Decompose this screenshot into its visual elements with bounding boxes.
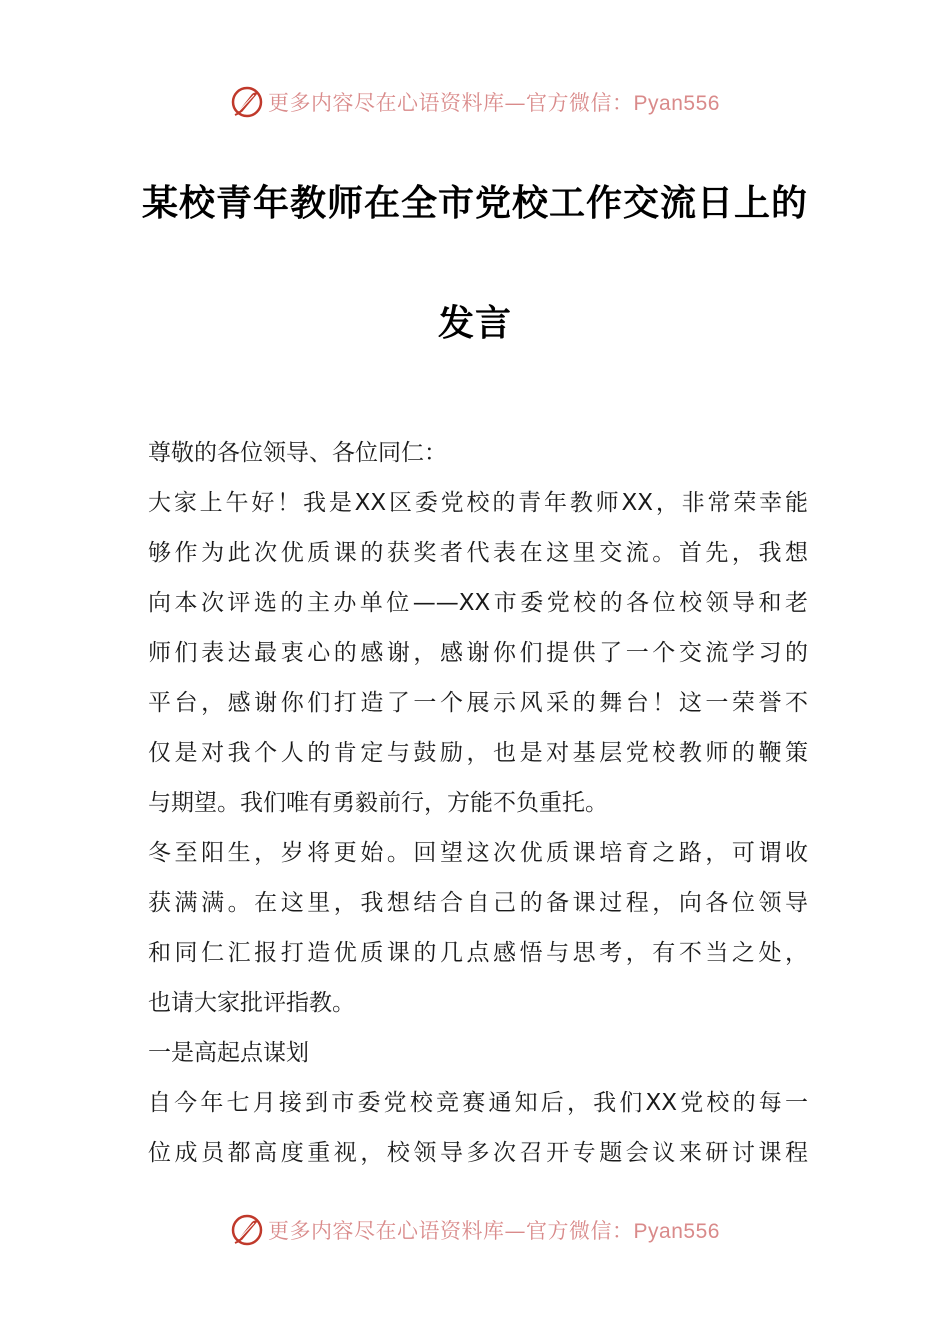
text-line: 师们表达最衷心的感谢，感谢你们提供了一个交流学习的 [148, 640, 808, 666]
watermark-text: 更多内容尽在心语资料库—官方微信：Pyan556 [268, 1219, 720, 1243]
footer-watermark [0, 1210, 950, 1250]
text-line: 获满满。在这里，我想结合自己的备课过程，向各位领导 [148, 890, 808, 916]
text-line: 够作为此次优质课的获奖者代表在这里交流。首先，我想 [148, 540, 808, 566]
document-title-line-1: 某校青年教师在全市党校工作交流日上的 [141, 182, 808, 224]
quill-pen-circle-icon [230, 85, 264, 119]
watermark-text: 更多内容尽在心语资料库—官方微信：Pyan556 [268, 91, 720, 115]
text-line: 大家上午好！我是XX区委党校的青年教师XX，非常荣幸能 [148, 490, 808, 516]
document-title-line-2: 发言 [437, 302, 512, 344]
wechat-id: Pyan556 [633, 1220, 720, 1243]
text-line: 自今年七月接到市委党校竞赛通知后，我们XX党校的每一 [148, 1090, 808, 1116]
text-line: 和同仁汇报打造优质课的几点感悟与思考，有不当之处， [148, 940, 808, 966]
text-line: 冬至阳生，岁将更始。回望这次优质课培育之路，可谓收 [148, 840, 808, 866]
text-line: 与期望。我们唯有勇毅前行，方能不负重托。 [148, 790, 608, 816]
text-line: 仅是对我个人的肯定与鼓励，也是对基层党校教师的鞭策 [148, 740, 808, 766]
text-line: 向本次评选的主办单位——XX市委党校的各位校领导和老 [148, 590, 808, 616]
text-line: 尊敬的各位领导、各位同仁： [148, 440, 447, 466]
text-line: 平台，感谢你们打造了一个展示风采的舞台！这一荣誉不 [148, 690, 808, 716]
section-heading: 一是高起点谋划 [148, 1040, 309, 1066]
document-body [148, 428, 808, 1178]
header-watermark [0, 82, 950, 122]
text-line: 也请大家批评指教。 [148, 990, 355, 1016]
text-line: 位成员都高度重视，校领导多次召开专题会议来研讨课程 [148, 1140, 808, 1166]
wechat-id: Pyan556 [633, 92, 720, 115]
quill-pen-circle-icon [230, 1213, 264, 1247]
